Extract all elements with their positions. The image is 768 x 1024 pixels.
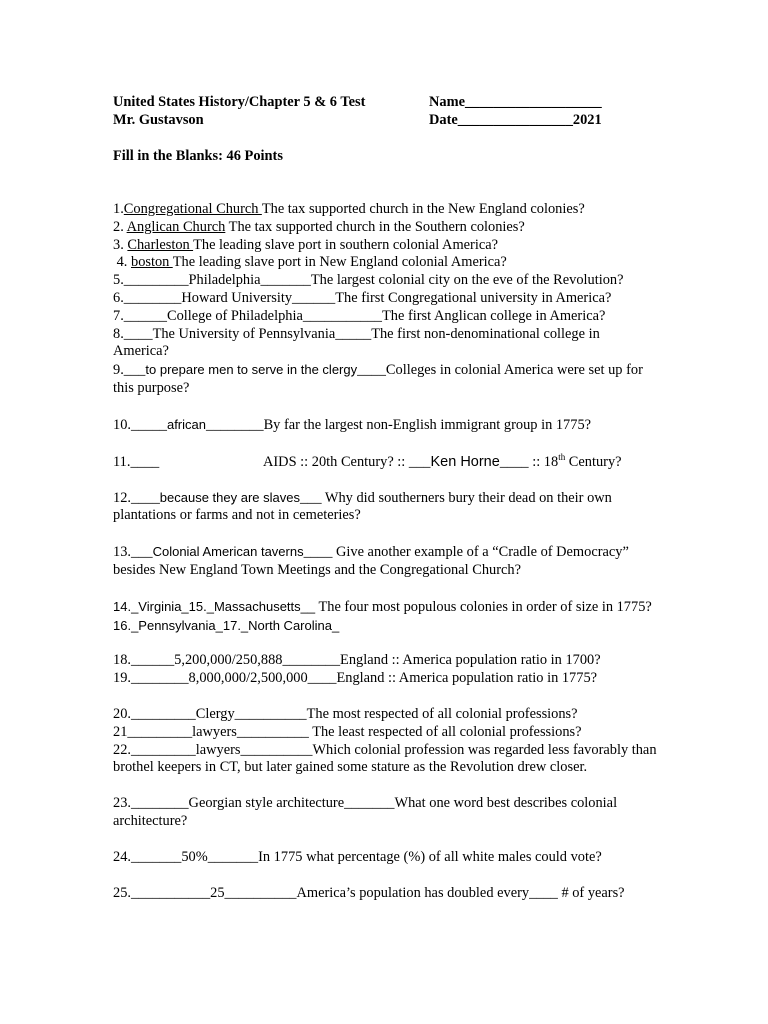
test-header [113, 93, 658, 129]
course-title: United States History/Chapter 5 & 6 Test [113, 94, 366, 110]
question-18: 18.______5,200,000/250,888________England :: America population ratio in 1700? [113, 652, 601, 669]
question-9: 9.___to prepare men to serve in the clergy____Colleges in colonial America were set up for this purpose? [113, 362, 643, 396]
question-14-15: 14._Virginia_15._Massachusetts__ The four most populous colonies in order of size in 1775? [113, 598, 652, 615]
date-field: Date________________2021 [429, 112, 602, 128]
question-2: 2. Anglican Church The tax supported church in the Southern colonies? [113, 218, 525, 235]
answer-9: to prepare men to serve in the clergy [145, 362, 358, 378]
answer-14-15: 14._Virginia_15._Massachusetts__ [113, 598, 316, 614]
question-7: 7.______College of Philadelphia___________The first Anglican college in America? [113, 307, 606, 324]
question-21: 21_________lawyers__________ The least respected of all colonial professions? [113, 723, 582, 740]
question-24: 24._______50%_______In 1775 what percentage (%) of all white males could vote? [113, 848, 602, 865]
student-name-field: Name___________________ [429, 94, 602, 110]
answer-11: Ken Horne [430, 453, 500, 470]
question-20: 20._________Clergy__________The most respected of all colonial professions? [113, 705, 578, 722]
question-11: 11.____ AIDS :: 20th Century? :: ___Ken Horne____ :: 18th Century? [113, 451, 622, 470]
answer-2: Anglican Church [126, 218, 226, 235]
teacher-name: Mr. Gustavson [113, 112, 204, 128]
question-10: 10._____african________By far the largest non-English immigrant group in 1775? [113, 416, 592, 433]
question-1: 1.Congregational Church The tax supported church in the New England colonies? [113, 201, 585, 217]
answer-13: Colonial American taverns [152, 544, 304, 560]
question-19: 19.________8,000,000/2,500,000____England :: America population ratio in 1775? [113, 670, 598, 687]
question-16-17: 16._Pennsylvania_17._North Carolina_ [113, 617, 340, 633]
answer-4: boston [131, 254, 173, 271]
question-8: 8.____The University of Pennsylvania_____The first non-denominational college in America? [113, 325, 600, 360]
answer-1: Congregational Church [123, 201, 262, 217]
question-12: 12.____because they are slaves___ Why did southerners bury their dead on their own plantations or farms and not in cemeteries? [113, 489, 612, 524]
answer-10: african [166, 416, 206, 432]
answer-12: because they are slaves [159, 489, 300, 505]
question-5: 5._________Philadelphia_______The largest colonial city on the eve of the Revolution? [113, 272, 624, 289]
question-6: 6.________Howard University______The first Congregational university in America? [113, 289, 612, 306]
question-23: 23.________Georgian style architecture_______What one word best describes colonial architecture? [113, 795, 618, 829]
question-25: 25.___________25__________America’s population has doubled every____ # of years? [113, 884, 625, 901]
section-title: Fill in the Blanks: 46 Points [113, 148, 283, 164]
question-22: 22._________lawyers__________Which colonial profession was regarded less favorably than brothel keepers in CT, but later gained some stature as the Revolution drew closer. [113, 741, 657, 776]
test-page [113, 93, 658, 902]
question-3: 3. Charleston The leading slave port in southern colonial America? [113, 236, 498, 253]
question-13: 13.___Colonial American taverns____ Give another example of a “Cradle of Democracy” besides New England Town Meetings and the Congregational Church? [113, 544, 629, 578]
question-4: 4. boston The leading slave port in New England colonial America? [113, 254, 507, 271]
question-list [113, 201, 658, 902]
answer-3: Charleston [127, 236, 194, 253]
